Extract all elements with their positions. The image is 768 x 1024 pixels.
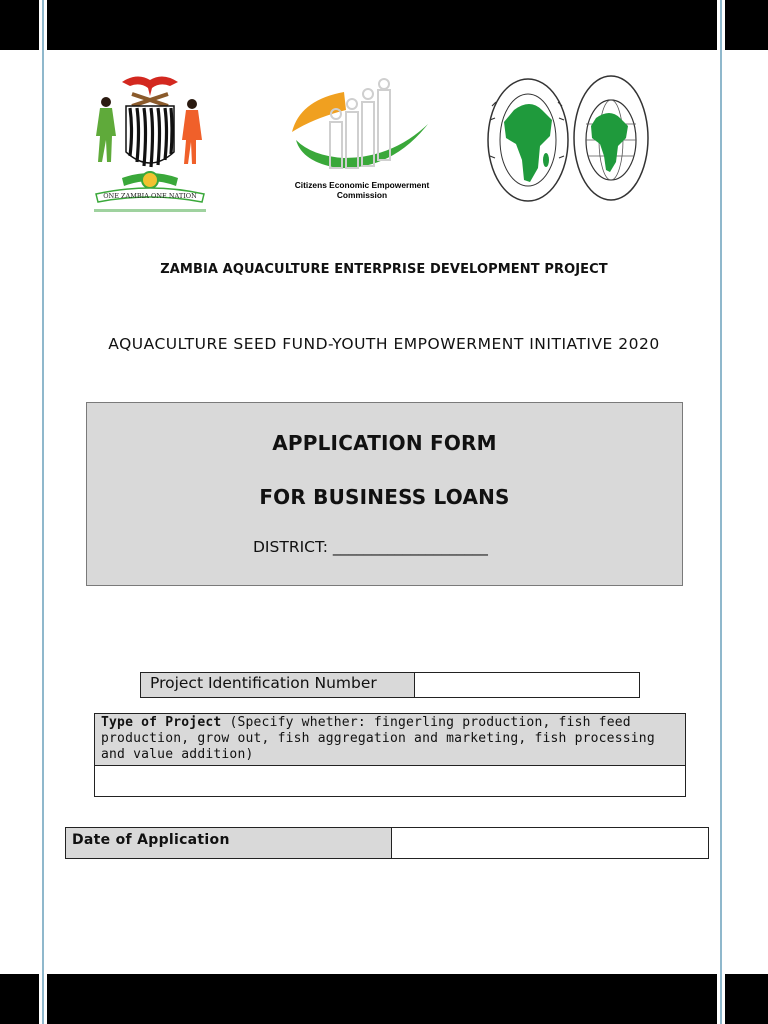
project-id-table — [140, 672, 640, 698]
district-blank[interactable]: ____________________ — [332, 538, 488, 556]
ceec-logo-icon — [288, 78, 434, 202]
left-page-rule — [42, 0, 44, 1024]
ceec-name-line1: Citizens Economic Empowerment — [294, 180, 430, 190]
district-line[interactable] — [253, 538, 488, 556]
ceec-name-line2: Commission — [336, 190, 388, 200]
form-title: APPLICATION FORM — [272, 431, 497, 455]
project-id-field[interactable] — [415, 673, 640, 698]
project-type-hint: (Specify whether: fingerling production, fish feed production, grow out, fish aggregation and marketing, fish processing and value addition) — [101, 715, 655, 762]
project-type-field[interactable] — [95, 766, 686, 797]
top-band — [0, 0, 768, 50]
right-page-rule — [720, 0, 722, 1024]
initiative-title: AQUACULTURE SEED FUND-YOUTH EMPOWERMENT INITIATIVE 2020 — [108, 335, 660, 353]
cover-box — [86, 402, 683, 586]
afdb-logo-icon — [486, 76, 570, 204]
district-label: DISTRICT: — [253, 538, 328, 556]
bottom-band — [0, 974, 768, 1024]
date-table — [65, 827, 709, 859]
adf-logo-icon — [572, 74, 650, 202]
project-type-label: Type of Project — [101, 715, 222, 730]
date-field[interactable] — [392, 828, 709, 859]
project-id-label: Project Identification Number — [141, 673, 415, 698]
date-label: Date of Application — [66, 828, 392, 859]
coat-of-arms-motto: ONE ZAMBIA ONE NATION — [103, 192, 197, 200]
zambia-coat-of-arms-icon — [92, 70, 208, 214]
project-title: ZAMBIA AQUACULTURE ENTERPRISE DEVELOPMENT PROJECT — [160, 262, 608, 277]
project-type-table — [94, 713, 686, 797]
form-subtitle: FOR BUSINESS LOANS — [259, 485, 510, 509]
project-type-label-cell — [95, 714, 686, 766]
